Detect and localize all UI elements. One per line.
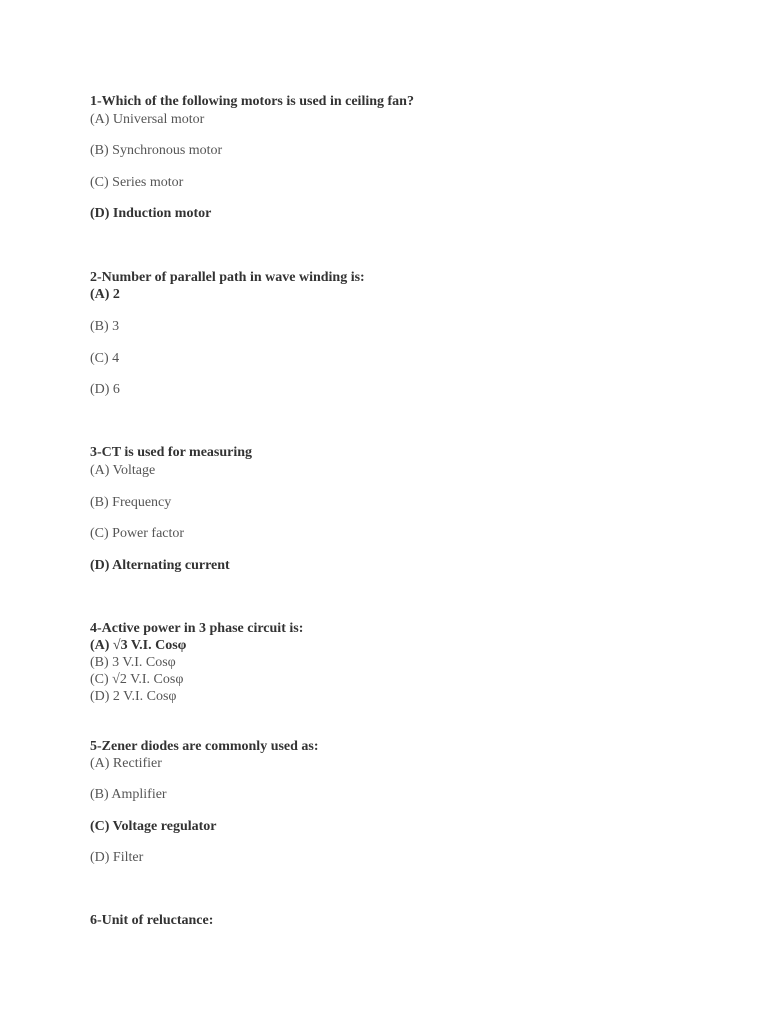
question-3-option-c: (C) Power factor xyxy=(90,526,185,541)
question-1: 1-Which of the following motors is used in ceiling fan? xyxy=(90,94,414,109)
question-3: 3-CT is used for measuring xyxy=(90,445,253,460)
question-3-option-a: (A) Voltage xyxy=(90,463,156,478)
question-1-option-b: (B) Synchronous motor xyxy=(90,143,223,158)
question-6: 6-Unit of reluctance: xyxy=(90,913,214,928)
document-page xyxy=(90,0,730,1024)
question-5-option-a: (A) Rectifier xyxy=(90,756,162,771)
question-1-option-a: (A) Universal motor xyxy=(90,112,205,127)
question-5: 5-Zener diodes are commonly used as: xyxy=(90,739,319,754)
question-4-option-d: (D) 2 V.I. Cosφ xyxy=(90,689,177,704)
question-2: 2-Number of parallel path in wave winding is: xyxy=(90,270,365,285)
question-1-option-c: (C) Series motor xyxy=(90,175,184,190)
question-2-option-c: (C) 4 xyxy=(90,351,120,366)
question-5-option-b: (B) Amplifier xyxy=(90,787,167,802)
question-2-option-b: (B) 3 xyxy=(90,319,120,334)
question-2-option-d: (D) 6 xyxy=(90,382,120,397)
question-1-option-d-answer: (D) Induction motor xyxy=(90,206,212,221)
question-4-option-c: (C) √2 V.I. Cosφ xyxy=(90,672,184,687)
question-4-option-a-answer: (A) √3 V.I. Cosφ xyxy=(90,638,187,653)
question-5-option-d: (D) Filter xyxy=(90,850,144,865)
question-3-option-b: (B) Frequency xyxy=(90,495,172,510)
question-4-option-b: (B) 3 V.I. Cosφ xyxy=(90,655,176,670)
question-5-option-c-answer: (C) Voltage regulator xyxy=(90,819,217,834)
question-4: 4-Active power in 3 phase circuit is: xyxy=(90,621,304,636)
question-3-option-d-answer: (D) Alternating current xyxy=(90,558,230,573)
question-2-option-a-answer: (A) 2 xyxy=(90,287,120,302)
